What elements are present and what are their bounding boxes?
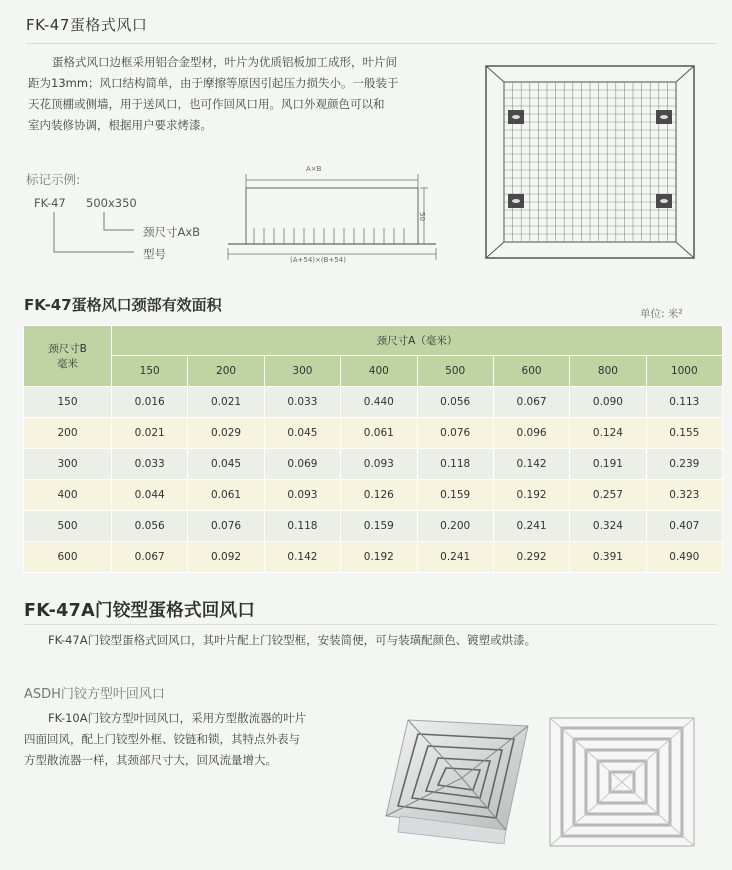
table-cell: 0.126: [341, 480, 417, 511]
hinged-grille-photo-front: [548, 716, 696, 848]
table-cell: 0.192: [341, 542, 417, 573]
table-cell: 0.440: [341, 387, 417, 418]
s3-line-1: FK-10A门铰方型叶回风口，采用方型散流器的叶片: [48, 711, 307, 725]
table-cell: 0.067: [493, 387, 569, 418]
table-cell: 0.124: [570, 418, 646, 449]
table-cell: 0.029: [188, 418, 264, 449]
s3-line-3: 方型散流器一样，其颈部尺寸大，回风流量增大。: [24, 753, 277, 767]
table-cell: 0.192: [493, 480, 569, 511]
column-header: 500: [417, 356, 493, 387]
table-cell: 0.241: [417, 542, 493, 573]
column-header: 300: [264, 356, 340, 387]
grille-drawing: [478, 62, 704, 262]
table-row: [24, 418, 723, 449]
s3-line-2: 四面回风，配上门铰型外框、铰链和锁，其特点外表与: [24, 732, 300, 746]
column-header: 1000: [646, 356, 722, 387]
table-cell: 0.159: [417, 480, 493, 511]
hinged-grille-photo-angled: [378, 712, 538, 844]
table-cell: 0.076: [188, 511, 264, 542]
table-cell: 0.391: [570, 542, 646, 573]
marking-neck-label: 颈尺寸AxB: [143, 225, 201, 239]
row-header: 500: [24, 511, 112, 542]
drawing-top-label: A×B: [306, 165, 322, 173]
table-cell: 0.257: [570, 480, 646, 511]
table-cell: 0.092: [188, 542, 264, 573]
table-row: [24, 480, 723, 511]
table-cell: 0.045: [264, 418, 340, 449]
table-cell: 0.033: [264, 387, 340, 418]
table-cell: 0.490: [646, 542, 722, 573]
table-cell: 0.033: [112, 449, 188, 480]
column-header: 600: [493, 356, 569, 387]
section1-title: FK-47蛋格式风口: [26, 16, 148, 34]
row-header: 600: [24, 542, 112, 573]
table-cell: 0.044: [112, 480, 188, 511]
table-cell: 0.069: [264, 449, 340, 480]
table-cell: 0.021: [112, 418, 188, 449]
corner-line-1: 颈尺寸B: [48, 343, 87, 355]
table-cell: 0.045: [188, 449, 264, 480]
section2-paragraph: FK-47A门铰型蛋格式回风口，其叶片配上门铰型框，安装简便，可与装璜配颜色、镀塑或烘漆。: [48, 633, 537, 647]
table-cell: 0.096: [493, 418, 569, 449]
effective-area-table: [23, 325, 723, 573]
table-cell: 0.407: [646, 511, 722, 542]
row-header: 300: [24, 449, 112, 480]
table-cell: 0.142: [493, 449, 569, 480]
table-cell: 0.241: [493, 511, 569, 542]
para-line-3: 天花顶棚或侧墙，用于送风口，也可作回风口用。风口外观颜色可以和: [28, 97, 385, 111]
table-unit: 单位: 米²: [640, 308, 683, 320]
table-cell: 0.021: [188, 387, 264, 418]
column-header: 200: [188, 356, 264, 387]
table-cell: 0.239: [646, 449, 722, 480]
column-header: 150: [112, 356, 188, 387]
table-cell: 0.323: [646, 480, 722, 511]
table-cell: 0.292: [493, 542, 569, 573]
section2-title: FK-47A门铰型蛋格式回风口: [24, 601, 256, 621]
table-cell: 0.056: [417, 387, 493, 418]
row-header: 150: [24, 387, 112, 418]
table-cell: 0.118: [417, 449, 493, 480]
section1-paragraph: [28, 52, 462, 136]
drawing-bottom-label: (A+54)×(B+54): [290, 256, 346, 264]
table-row: [24, 511, 723, 542]
para-line-2: 距为13mm；风口结构简单，由于摩擦等原因引起压力损失小。一般装于: [28, 76, 399, 90]
drawing-height-label: 50: [418, 212, 426, 221]
section3-paragraph: [24, 708, 378, 771]
table-cell: 0.142: [264, 542, 340, 573]
table-title: FK-47蛋格风口颈部有效面积: [24, 296, 222, 314]
table-cell: 0.155: [646, 418, 722, 449]
table-cell: 0.067: [112, 542, 188, 573]
table-cell: 0.093: [264, 480, 340, 511]
table-cell: 0.191: [570, 449, 646, 480]
cross-section-drawing: [222, 160, 437, 270]
table-corner-header: [24, 326, 112, 387]
row-header: 200: [24, 418, 112, 449]
table-cell: 0.056: [112, 511, 188, 542]
section2-divider: [24, 624, 716, 625]
group-header: 颈尺寸A（毫米）: [112, 326, 723, 356]
table-row: [24, 542, 723, 573]
column-header: 400: [341, 356, 417, 387]
para-line-1: 蛋格式风口边框采用铝合金型材，叶片为优质铝板加工成形，叶片间: [52, 55, 397, 69]
table-cell: 0.061: [341, 418, 417, 449]
column-header: 800: [570, 356, 646, 387]
marking-type-label: 型号: [143, 247, 166, 261]
marking-size: 500x350: [86, 196, 137, 210]
table-cell: 0.200: [417, 511, 493, 542]
table-cell: 0.159: [341, 511, 417, 542]
corner-line-2: 毫米: [57, 358, 78, 370]
table-row: [24, 387, 723, 418]
marking-leader-lines: [34, 210, 154, 260]
marking-heading: 标记示例:: [26, 172, 81, 187]
section1-divider: [26, 43, 716, 44]
table-cell: 0.324: [570, 511, 646, 542]
section3-title: ASDH门铰方型叶回风口: [24, 687, 165, 702]
table-cell: 0.076: [417, 418, 493, 449]
table-cell: 0.118: [264, 511, 340, 542]
table-cell: 0.090: [570, 387, 646, 418]
table-cell: 0.093: [341, 449, 417, 480]
row-header: 400: [24, 480, 112, 511]
marking-model: FK-47: [34, 196, 66, 210]
table-row: [24, 449, 723, 480]
table-cell: 0.016: [112, 387, 188, 418]
para-line-4: 室内装修协调，根据用户要求烤漆。: [28, 118, 212, 132]
table-cell: 0.113: [646, 387, 722, 418]
table-cell: 0.061: [188, 480, 264, 511]
